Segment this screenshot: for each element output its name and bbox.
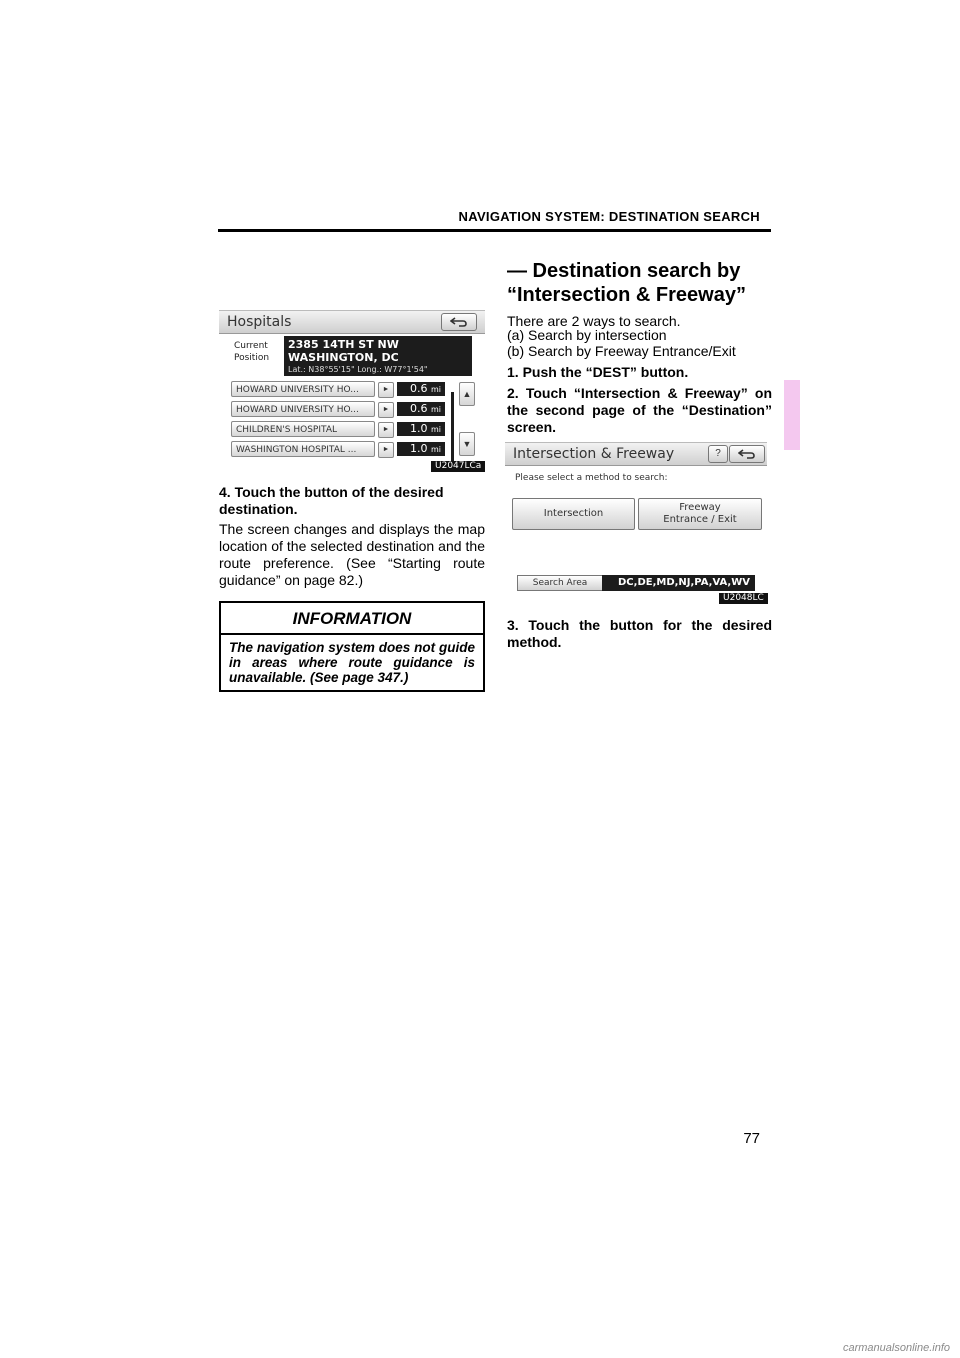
option-b: (b) Search by Freeway Entrance/Exit: [507, 343, 736, 359]
header-rule: [218, 229, 771, 232]
image-code: U2047LCa: [431, 461, 485, 472]
distance-value: 1.0: [409, 442, 428, 455]
search-method-prompt: Please select a method to search:: [515, 473, 668, 483]
intersection-title: Intersection & Freeway: [513, 446, 675, 462]
step-3: 3. Touch the button for the desired method.: [507, 617, 772, 650]
back-arrow-icon: [738, 448, 756, 460]
position-label: Position: [234, 353, 270, 363]
scroll-track[interactable]: [451, 392, 454, 472]
freeway-button-label-2: Entrance / Exit: [663, 514, 737, 525]
hospital-item-button[interactable]: WASHINGTON HOSPITAL ...: [231, 441, 375, 457]
lat-long: Lat.: N38°55'15" Long.: W77°1'54": [288, 365, 428, 374]
distance-unit: mi: [430, 425, 441, 434]
hospital-item-button[interactable]: HOWARD UNIVERSITY HO...: [231, 401, 375, 417]
distance-unit: mi: [430, 445, 441, 454]
information-box: [219, 601, 485, 692]
search-area-button[interactable]: Search Area: [517, 575, 603, 591]
hospital-item-button[interactable]: HOWARD UNIVERSITY HO...: [231, 381, 375, 397]
distance-value: 0.6: [409, 402, 428, 415]
hospital-detail-button[interactable]: ►: [378, 422, 394, 438]
intro-text: There are 2 ways to search.: [507, 313, 681, 329]
section-tab: [784, 380, 800, 450]
step-4-description: The screen changes and displays the map location of the selected destination and the route preference. (See “Starting route guidance” on page 82.): [219, 521, 485, 588]
intersection-title-bar: [505, 442, 767, 466]
information-title: INFORMATION: [292, 609, 412, 628]
hospitals-title-bar: [219, 310, 485, 334]
intersection-freeway-screen: [505, 442, 767, 605]
intersection-button[interactable]: [512, 498, 635, 530]
distance-value: 1.0: [409, 422, 428, 435]
information-text: The navigation system does not guide in areas where route guidance is unavailable. (See page 347.): [229, 640, 475, 685]
hospitals-title: Hospitals: [227, 314, 292, 330]
hospital-distance: [397, 382, 445, 396]
information-rule: [221, 633, 483, 635]
page-number: 77: [743, 1130, 760, 1147]
help-button[interactable]: ?: [708, 445, 728, 463]
hospital-item-button[interactable]: CHILDREN'S HOSPITAL: [231, 421, 375, 437]
current-label: Current: [234, 341, 268, 351]
freeway-button-label-1: Freeway: [679, 502, 721, 513]
distance-value: 0.6: [409, 382, 428, 395]
hospital-distance: [397, 402, 445, 416]
step-2: 2. Touch “Intersection & Freeway” on the second page of the “Destination” screen.: [507, 385, 772, 435]
section-title-line-1: — Destination search by: [507, 260, 741, 282]
hospitals-screen: [219, 310, 485, 472]
address-line-1: 2385 14TH ST NW: [288, 338, 399, 351]
step-4: 4. Touch the button of the desired destination.: [219, 484, 444, 517]
intersection-button-label: Intersection: [543, 508, 604, 519]
search-area-value: DC,DE,MD,NJ,PA,VA,WV: [602, 575, 755, 591]
scroll-up-button[interactable]: ▲: [459, 382, 475, 406]
hospital-distance: [397, 442, 445, 456]
watermark: carmanualsonline.info: [842, 1342, 950, 1354]
current-position-box: [284, 336, 472, 376]
address-line-2: WASHINGTON, DC: [288, 351, 399, 364]
option-a: (a) Search by intersection: [507, 327, 667, 343]
step-1: 1. Push the “DEST” button.: [507, 364, 689, 380]
running-title: NAVIGATION SYSTEM: DESTINATION SEARCH: [458, 209, 760, 224]
scroll-down-button[interactable]: ▼: [459, 432, 475, 456]
image-code: U2048LC: [719, 593, 768, 604]
back-arrow-icon: [450, 316, 468, 328]
back-button[interactable]: [441, 313, 477, 331]
back-button[interactable]: [729, 445, 765, 463]
freeway-button[interactable]: [638, 498, 762, 530]
hospital-detail-button[interactable]: ►: [378, 442, 394, 458]
section-title-line-2: “Intersection & Freeway”: [507, 284, 746, 306]
hospital-detail-button[interactable]: ►: [378, 382, 394, 398]
hospital-distance: [397, 422, 445, 436]
section-title: [507, 259, 772, 307]
distance-unit: mi: [430, 405, 441, 414]
hospital-detail-button[interactable]: ►: [378, 402, 394, 418]
distance-unit: mi: [430, 385, 441, 394]
